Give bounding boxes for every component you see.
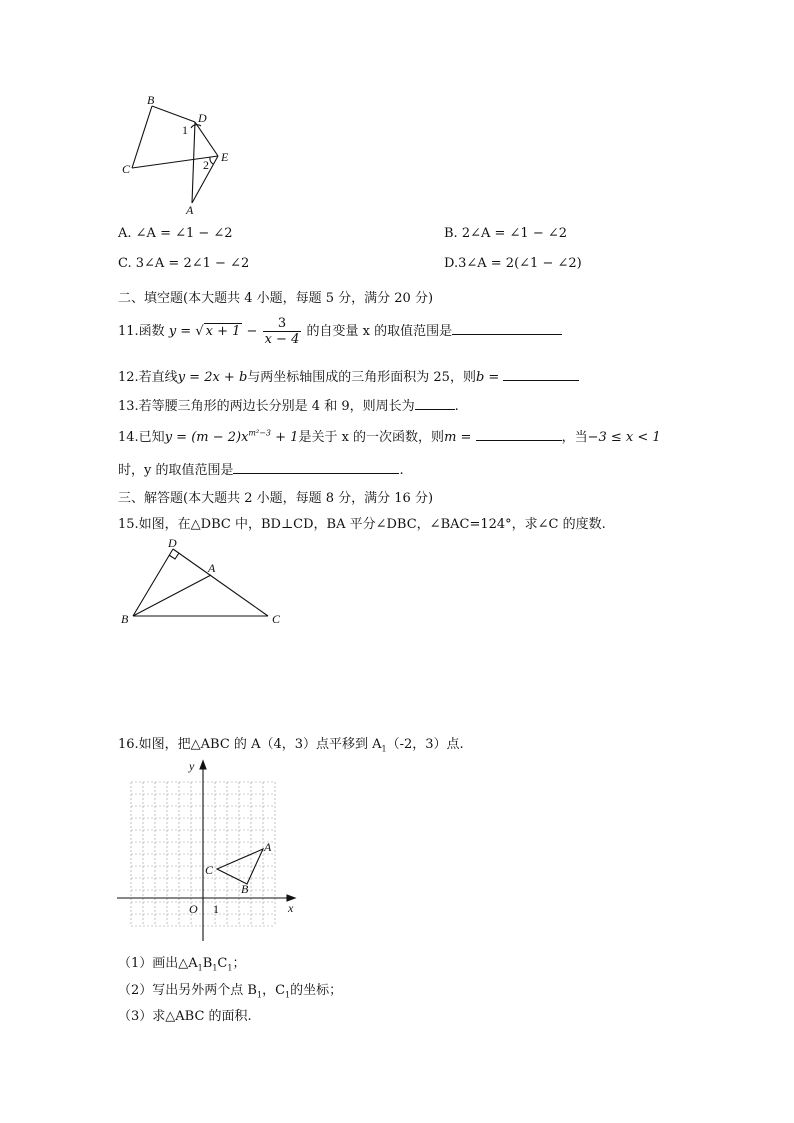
- sqrt-symbol: √: [195, 324, 204, 339]
- label-A: A: [264, 840, 272, 854]
- choice-c: C. 3∠A = 2∠1 − ∠2: [118, 256, 250, 271]
- label-x: x: [288, 901, 294, 915]
- q14-text-c: ，当: [561, 430, 588, 445]
- segment-dc: [173, 549, 268, 616]
- q16-part2-a: （2）写出另外两个点 B: [118, 983, 257, 998]
- label-B: B: [147, 93, 155, 107]
- label-A: A: [208, 561, 216, 575]
- question-14: [118, 426, 661, 445]
- q12-text-a: 12.若直线: [118, 370, 178, 385]
- segment-de: [195, 122, 218, 156]
- q14-y-answer-blank[interactable]: [233, 460, 399, 474]
- q14-exponent: m²−3: [248, 428, 272, 438]
- q16-part2-s1: 1: [256, 990, 263, 1000]
- label-y: y: [189, 759, 195, 773]
- q16-part1-s1: 1: [197, 963, 203, 973]
- label-B: B: [121, 612, 129, 626]
- question-12: [118, 366, 579, 385]
- label-C: C: [205, 863, 214, 877]
- q16-part1-d: ；: [232, 956, 246, 971]
- y-axis-arrow: [200, 761, 206, 769]
- question-14-line2: [118, 459, 404, 478]
- q16-text-a: 16.如图，把△ABC 的 A（4，3）点平移到 A: [118, 737, 382, 752]
- q14-line2: 时，y 的取值范围是: [118, 463, 234, 478]
- label-1: 1: [213, 902, 219, 916]
- choice-b: B. 2∠A = ∠1 − ∠2: [444, 226, 568, 241]
- q16-part2-b: ，C: [262, 983, 286, 998]
- q11-fraction: [263, 316, 302, 347]
- q13-end: .: [454, 399, 459, 414]
- q16-part1-c: C: [217, 956, 228, 971]
- q14-end: .: [399, 463, 404, 478]
- segment-bc: [132, 106, 152, 168]
- question-15: 15.如图，在△DBC 中，BD⊥CD，BA 平分∠DBC，∠BAC=124°，求∠C 的度数.: [118, 517, 606, 532]
- q13-answer-blank[interactable]: [415, 396, 455, 410]
- figure-coordinate-grid: [115, 755, 315, 945]
- choice-a: A. ∠A = ∠1 − ∠2: [118, 226, 233, 241]
- label-1: 1: [182, 123, 188, 137]
- q12-answer-blank[interactable]: [503, 367, 579, 381]
- q11-answer-blank[interactable]: [452, 321, 562, 335]
- q14-range: −3 ≤ x < 1: [587, 430, 661, 445]
- q12-text-b: 与两坐标轴围成的三角形面积为 25，则: [247, 370, 476, 385]
- segment-da: [192, 122, 195, 203]
- q14-expr-a: y = (m − 2)x: [164, 430, 249, 445]
- choice-d: D.3∠A = 2(∠1 − ∠2): [444, 256, 582, 271]
- q16-part2-s2: 1: [285, 990, 291, 1000]
- q12-b-eq: b =: [475, 370, 500, 385]
- figure-angles: [115, 90, 245, 220]
- label-C: C: [122, 162, 131, 176]
- q13-text: 13.若等腰三角形的两边长分别是 4 和 9，则周长为: [118, 399, 415, 414]
- label-2: 2: [203, 158, 209, 172]
- q11-denominator: x − 4: [264, 332, 300, 347]
- question-11: [118, 316, 562, 347]
- q16-part1-s2: 1: [212, 963, 218, 973]
- q14-m-answer-blank[interactable]: [476, 427, 562, 441]
- section-2-title: 二、填空题(本大题共 4 小题，每题 5 分，满分 20 分): [118, 291, 434, 306]
- angle-1-arc: [191, 125, 201, 128]
- label-D: D: [168, 536, 177, 550]
- q14-m-eq: m =: [444, 430, 472, 445]
- label-E: E: [221, 150, 229, 164]
- label-D: D: [198, 111, 207, 125]
- label-A: A: [186, 203, 194, 217]
- q16-part-3: （3）求△ABC 的面积.: [118, 1009, 252, 1024]
- label-O: O: [189, 902, 198, 916]
- q12-expr: y = 2x + b: [177, 370, 248, 385]
- q16-part2-c: 的坐标；: [290, 983, 343, 998]
- question-16: [118, 733, 464, 754]
- label-B: B: [241, 882, 249, 896]
- q14-text-a: 14.已知: [118, 430, 165, 445]
- q16-part1-b: B: [202, 956, 213, 971]
- q14-text-b: 是关于 x 的一次函数，则: [298, 430, 445, 445]
- label-C: C: [272, 612, 281, 626]
- q11-numerator: 3: [263, 316, 302, 332]
- q16-text-b: （-2，3）点.: [386, 737, 464, 752]
- q16-part1-s3: 1: [227, 963, 233, 973]
- q14-expr-b: + 1: [271, 430, 299, 445]
- segment-bd: [152, 106, 195, 122]
- figure-triangle-dbc: [115, 535, 295, 630]
- angle-2-arc: [210, 157, 213, 164]
- q11-prefix: 11.函数: [118, 324, 165, 339]
- q11-suffix: 的自变量 x 的取值范围是: [306, 324, 453, 339]
- q16-sub: 1: [381, 744, 387, 754]
- q11-sqrt-inner: x + 1: [205, 324, 241, 339]
- question-13: [118, 395, 459, 414]
- q16-part1-a: （1）画出△A: [118, 956, 198, 971]
- section-3-title: 三、解答题(本大题共 2 小题，每题 8 分，满分 16 分): [118, 491, 434, 506]
- q11-minus: −: [246, 324, 258, 339]
- q16-part-2: [118, 979, 342, 1000]
- q16-part-1: [118, 952, 245, 973]
- q11-y: y =: [168, 324, 192, 339]
